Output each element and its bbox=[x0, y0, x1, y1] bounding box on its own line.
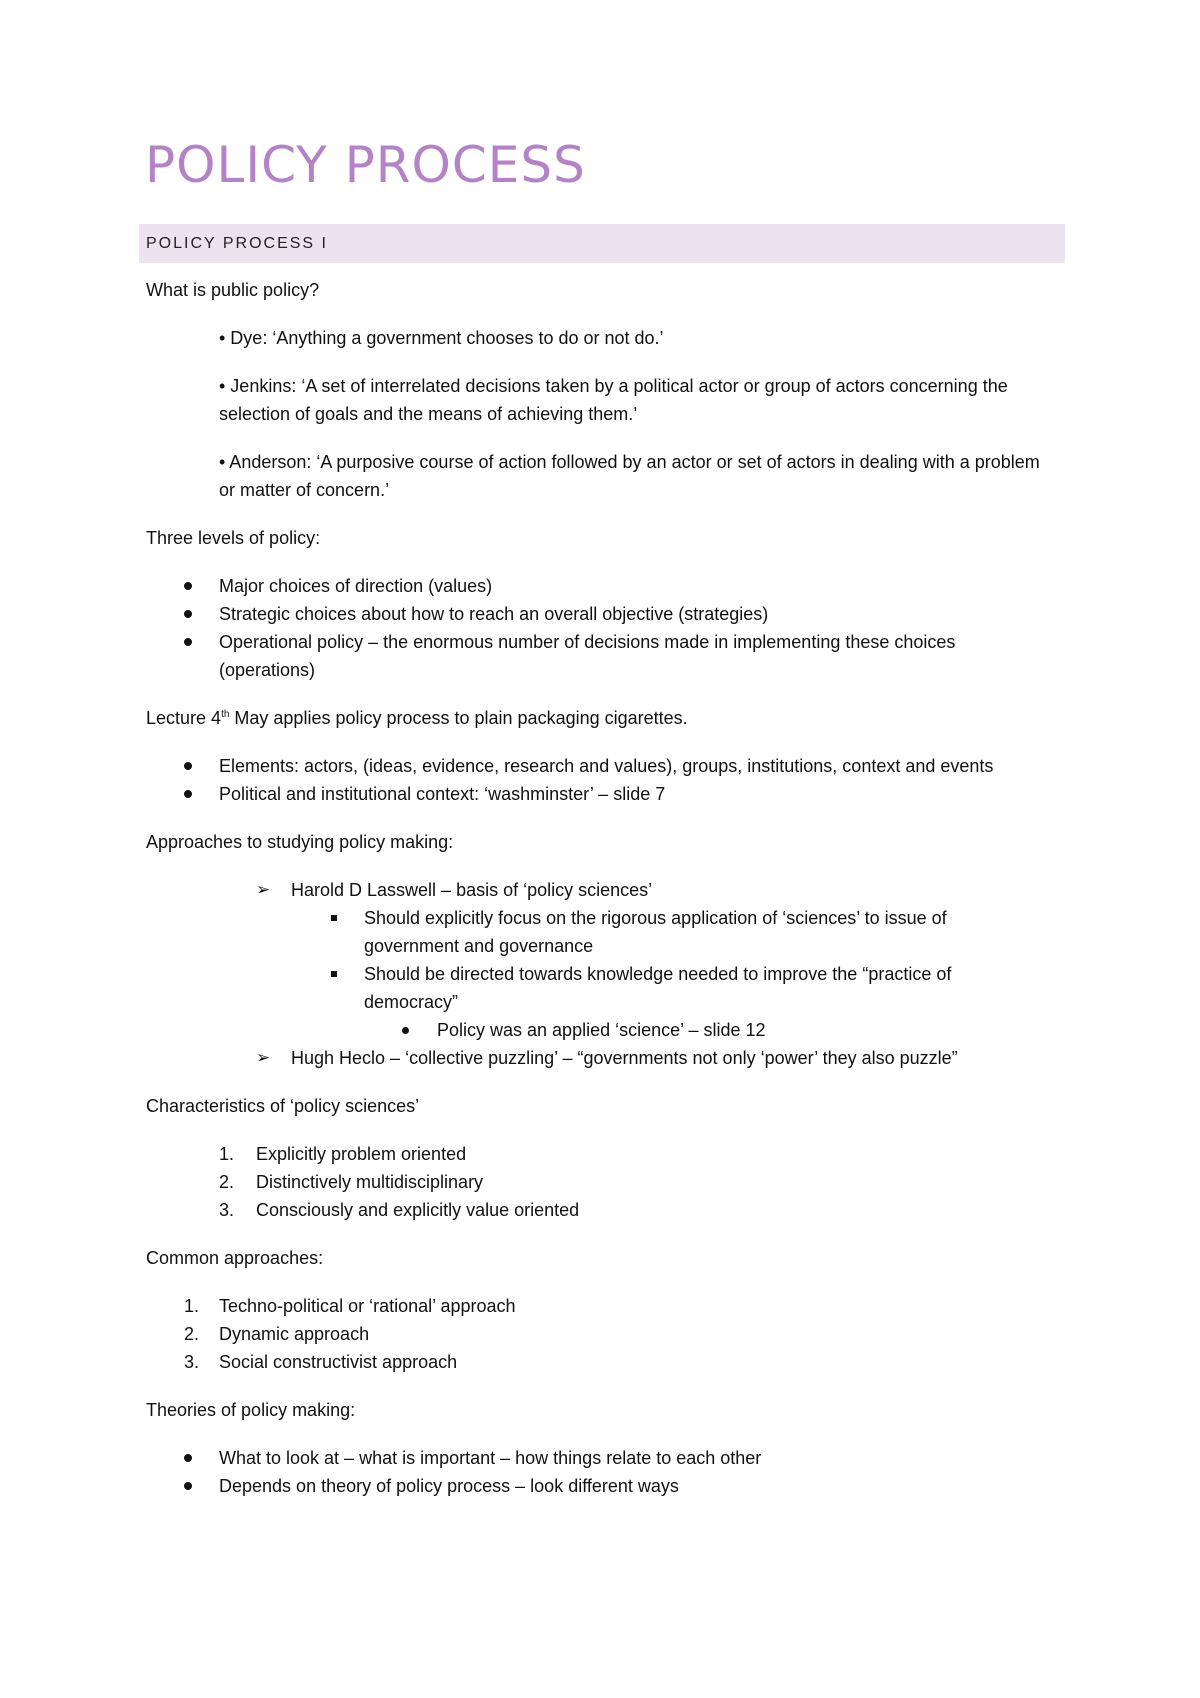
list-item-text: Social constructivist approach bbox=[219, 1352, 458, 1372]
arrow-bullet-icon: ➢ bbox=[256, 880, 271, 899]
approaches-heading: Approaches to studying policy making: bbox=[146, 832, 454, 852]
definition-jenkins: • Jenkins: ‘A set of interrelated decisions taken by a political actor or group of actors concerning the selection of goals and the means of achieving them.’ bbox=[219, 376, 1008, 424]
list-number: 1. bbox=[184, 1296, 200, 1316]
lecture-list bbox=[146, 752, 1046, 808]
list-item: Should explicitly focus on the rigorous application of ‘sciences’ to issue of government and governance bbox=[146, 904, 1046, 960]
list-item bbox=[146, 1168, 1046, 1196]
ordinal-suffix: th bbox=[221, 709, 230, 720]
lecture-note-end: May applies policy process to plain packaging cigarettes. bbox=[229, 708, 688, 728]
list-item: Depends on theory of policy process – look different ways bbox=[146, 1472, 1046, 1500]
list-item bbox=[146, 876, 1046, 904]
list-number: 2. bbox=[184, 1324, 200, 1344]
list-item: What to look at – what is important – how things relate to each other bbox=[146, 1444, 1046, 1472]
list-item-text: Hugh Heclo – ‘collective puzzling’ – “governments not only ‘power’ they also puzzle” bbox=[291, 1048, 958, 1068]
list-item bbox=[146, 1196, 1046, 1224]
document-body bbox=[146, 276, 1046, 1520]
list-item: Elements: actors, (ideas, evidence, research and values), groups, institutions, context and events bbox=[146, 752, 1046, 780]
list-item: Strategic choices about how to reach an overall objective (strategies) bbox=[146, 600, 1046, 628]
characteristics-list bbox=[146, 1140, 1046, 1224]
list-item bbox=[146, 1292, 1046, 1320]
list-item: Major choices of direction (values) bbox=[146, 572, 1046, 600]
list-number: 2. bbox=[219, 1172, 235, 1192]
levels-list bbox=[146, 572, 1046, 684]
approaches-list bbox=[146, 876, 1046, 1072]
section-heading: POLICY PROCESS I bbox=[146, 235, 328, 252]
theories-list bbox=[146, 1444, 1046, 1500]
list-item bbox=[146, 1044, 1046, 1072]
list-number: 1. bbox=[219, 1144, 235, 1164]
lecture-note-start: Lecture 4 bbox=[146, 708, 222, 728]
page-title: POLICY PROCESS bbox=[145, 136, 586, 194]
definition-dye: • Dye: ‘Anything a government chooses to do or not do.’ bbox=[219, 328, 664, 348]
lecture-note bbox=[146, 704, 1046, 732]
list-item bbox=[146, 1320, 1046, 1348]
characteristics-heading: Characteristics of ‘policy sciences’ bbox=[146, 1096, 420, 1116]
list-item-text: Consciously and explicitly value oriented bbox=[256, 1200, 580, 1220]
list-number: 3. bbox=[219, 1200, 235, 1220]
list-item: Political and institutional context: ‘washminster’ – slide 7 bbox=[146, 780, 1046, 808]
list-item bbox=[146, 1140, 1046, 1168]
definition-anderson: • Anderson: ‘A purposive course of action followed by an actor or set of actors in dealing with a problem or matter of concern.’ bbox=[219, 452, 1040, 500]
list-item: Policy was an applied ‘science’ – slide 12 bbox=[146, 1016, 1046, 1044]
question-heading: What is public policy? bbox=[146, 280, 320, 300]
list-item-text: Distinctively multidisciplinary bbox=[256, 1172, 484, 1192]
list-item-text: Explicitly problem oriented bbox=[256, 1144, 467, 1164]
theories-heading: Theories of policy making: bbox=[146, 1400, 356, 1420]
list-item: Should be directed towards knowledge needed to improve the “practice of democracy” bbox=[146, 960, 1046, 1016]
list-item-text: Harold D Lasswell – basis of ‘policy sciences’ bbox=[291, 880, 653, 900]
list-item: Operational policy – the enormous number of decisions made in implementing these choices (operations) bbox=[146, 628, 1046, 684]
common-heading: Common approaches: bbox=[146, 1248, 324, 1268]
list-number: 3. bbox=[184, 1352, 200, 1372]
common-list bbox=[146, 1292, 1046, 1376]
list-item bbox=[146, 1348, 1046, 1376]
arrow-bullet-icon: ➢ bbox=[256, 1048, 271, 1067]
list-item-text: Dynamic approach bbox=[219, 1324, 370, 1344]
list-item-text: Techno-political or ‘rational’ approach bbox=[219, 1296, 516, 1316]
levels-heading: Three levels of policy: bbox=[146, 528, 321, 548]
